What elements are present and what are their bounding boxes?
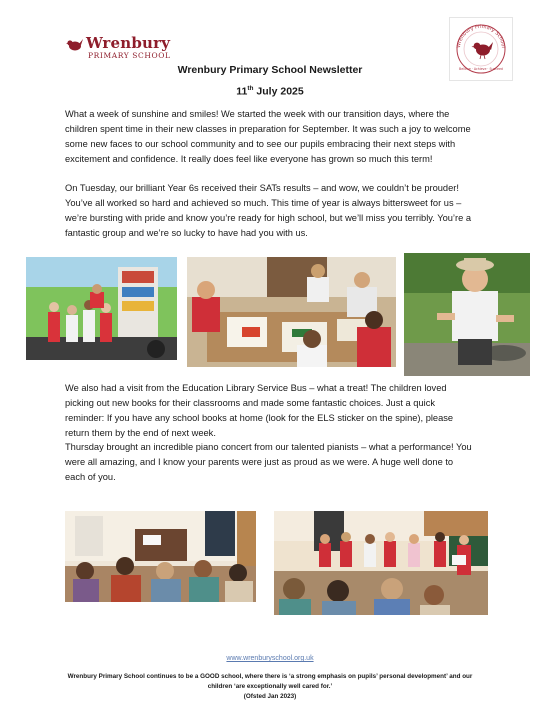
paragraph-transition-days: What a week of sunshine and smiles! We started the week with our transition days, where the children spent time in their new classes in preparation for September. It was such a joy to welcome some new faces to our school community and to see our pupils embracing their next steps with excitement and confidence. It really does feel like everyone has grown so much this term! bbox=[65, 109, 471, 164]
newsletter-date bbox=[0, 85, 540, 98]
photo-children-making-posters bbox=[187, 257, 396, 367]
crest-text: Wrenbury Primary School bbox=[455, 23, 506, 49]
paragraph-piano-concert: Thursday brought an incredible piano concert from our talented pianists – what a performance! You were all amazing, and I know your parents were just as proud as we were. A huge well done to each of you. bbox=[65, 442, 472, 482]
paragraph-sats-results: On Tuesday, our brilliant Year 6s received their SATs results – and wow, we couldn’t be prouder! You’ve all worked so hard and achieved so much. This time of year is always bittersweet for us – we’re bursting with pride and know you’re ready for high school, but we’ll miss you terribly. You’re a fantastic group and we’re so lucky to have had you with us. bbox=[65, 183, 471, 238]
photo-children-at-library-bus bbox=[26, 257, 177, 360]
ofsted-statement bbox=[60, 672, 480, 702]
photo-performers-and-parents bbox=[274, 511, 488, 615]
newsletter-title: Wrenbury Primary School Newsletter bbox=[177, 64, 363, 76]
date-month-year: July 2025 bbox=[253, 85, 304, 98]
svg-text:Wrenbury Primary School bbox=[456, 24, 506, 48]
logo-subtitle: PRIMARY SCHOOL bbox=[88, 51, 171, 60]
paragraph-library-bus: We also had a visit from the Education Library Service Bus – what a treat! The children loved picking out new books for their classrooms and made some fantastic choices. Just a quick reminder: If you have any school books at home (look for the ELS sticker on the spine), please return them by the end of next week. bbox=[65, 383, 454, 438]
crest-motto: Believe · Achieve · Succeed bbox=[459, 67, 503, 71]
ofsted-citation: (Ofsted Jan 2023) bbox=[243, 693, 297, 700]
photo-boy-outdoors bbox=[404, 253, 530, 376]
school-website-link[interactable]: www.wrenburyschool.org.uk bbox=[226, 655, 314, 662]
photo-piano-concert-audience bbox=[65, 511, 256, 602]
date-day: 11 bbox=[236, 85, 248, 98]
date-suffix: th bbox=[247, 85, 254, 92]
ofsted-quote: Wrenbury Primary School continues to be a GOOD school, where there is ‘a strong emphasis on pupils’ personal development’ and our children ‘are exceptionally well cared for.’ bbox=[67, 673, 473, 690]
logo-name: Wrenbury bbox=[86, 34, 171, 52]
school-logo bbox=[66, 36, 171, 60]
wren-bird-icon bbox=[66, 38, 84, 52]
